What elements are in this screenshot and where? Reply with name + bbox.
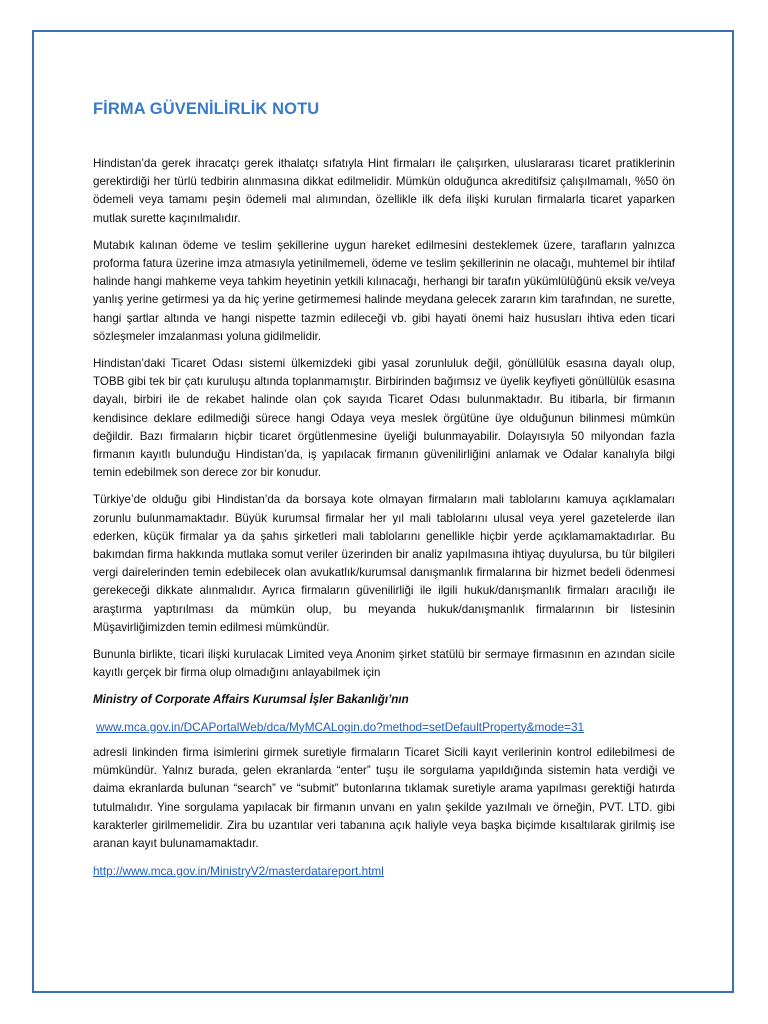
paragraph-financial-statements: Türkiye’de olduğu gibi Hindistan’da da borsaya kote olmayan firmaların mali tablolarını kamuya açıklamaları zorunlu bulunmamaktadır. Büyük kurumsal firmalar her yıl mali tablolarını ulusal veya yerel gazetelerde ilan ederken, küçük firmalar ya da şahıs şirketleri mali tablolarını genellikle hiçbir yerde açıklamamaktadırlar. Bu bakımdan firma hakkında mutlaka somut veriler üzerinden bir analiz yapılmasına ihtiyaç duyulursa, bu tür bilgileri vergi dairelerinden temin edebilecek olan avukatlık/kurumsal danışmanlık firmalarına bir hizmet bedeli ödenmesi gerekeceği dikkate alınmalıdır. Ayrıca firmaların güvenilirliği ile ilgili hukuk/danışmanlık firmaları aracılığı ile araştırma yaptırılması da mümkün olup, bu meyanda hukuk/danışmanlık firmalarının bir listesinin Müşavirliğimizden temin edilmesi mümkündür. xyxy=(93,493,675,634)
paragraph-registry-check-intro: Bununla birlikte, ticari ilişki kurulacak Limited veya Anonim şirket statülü bir sermaye firmasının en azından sicile kayıtlı gerçek bir firma olup olmadığını anlayabilmek için xyxy=(93,648,675,680)
document-title: FİRMA GÜVENİLİRLİK NOTU xyxy=(93,100,320,118)
mca-login-link[interactable]: www.mca.gov.in/DCAPortalWeb/dca/MyMCALogin.do?method=setDefaultProperty&mode=31 xyxy=(96,719,585,734)
paragraph-payment-precautions: Hindistan’da gerek ihracatçı gerek ithalatçı sıfatıyla Hint firmaları ile çalışırken, uluslararası ticaret pratiklerinin gerektirdiği her türlü tedbirin alınmasına dikkat edilmelidir. Mümkün olduğunca akreditifsiz çalışılmamalı, %50 ön ödemeli veya tamamı peşin ödemeli mal alımından, özellikle ilk defa ilişki kurulan firmalarla ticaret yaparken mutlak surette kaçınılmalıdır. xyxy=(93,157,675,225)
ministry-subheading: Ministry of Corporate Affairs Kurumsal İşler Bakanlığı’nın xyxy=(93,693,409,707)
paragraph-chambers-of-commerce: Hindistan’daki Ticaret Odası sistemi ülkemizdeki gibi yasal zorunluluk değil, gönüllülük esasına dayalı olup, TOBB gibi tek bir çatı kuruluşu altında toplanmamıştır. Birbirinden bağımsız ve üyelik keyfiyeti gönüllülük esasına dayalı, birbiri ile de rekabet halinde olan çok sayıda Ticaret Odası bulunmaktadır. Bu itibarla, bir firmanın kendisince deklare edilmediği sürece hangi Odaya veya meslek örgütüne üye olduğunun bilinmesi mümkün değildir. Bazı firmaların hiçbir ticaret örgütlenmesine üyeliği bulunmayabilir. Dolayısıyla 50 milyondan fazla firmanın kayıtlı bulunduğu Hindistan’da, iş yapılacak firmanın güvenilirliğini anlamak ve Odalar kanalıyla bilgi temin edebilmek son derece zor bir konudur. xyxy=(93,357,675,480)
document-body xyxy=(93,100,675,888)
paragraph-search-instructions: adresli linkinden firma isimlerini girmek suretiyle firmaların Ticaret Sicili kayıt verilerinin kontrol edilebilmesi de mümkündür. Yalnız burada, gelen ekranlarda “enter” tuşu ile sorgulama yapıldığında sistemin hata verdiği ve daima ekranlarda bulunan “search” ve “submit” butonlarına tıklamak suretiyle arama yapılması gerektiği hatırda tutulmalıdır. Yine sorgulama yapılacak bir firmanın unvanı en yalın şekilde yazılmalı ve örneğin, PVT. LTD. gibi karakterler girilmemelidir. Zira bu uzantılar veri tabanına açık haliyle veya başka biçimde kısaltılarak girilmiş ise aranan kayıt bulunamamaktadır. xyxy=(93,745,675,850)
mca-master-data-link[interactable]: http://www.mca.gov.in/MinistryV2/masterdatareport.html xyxy=(93,864,384,879)
paragraph-contracts: Mutabık kalınan ödeme ve teslim şekillerine uygun hareket edilmesini desteklemek üzere, tarafların yalnızca proforma fatura üzerine imza atmasıyla yetinilmemeli, ödeme ve teslim şekillerinin ne olacağı, muhtemel bir ihtilaf halinde hangi mahkeme veya tahkim heyetinin yetkili kılınacağı, herhangi bir tarafın yükümlülüğünü eksik ve/veya yanlış yerine getirmesi ya da hiç yerine getirmemesi halinde meydana gelecek zararın kim tarafından, ne surette, hangi şartlar altında ve hangi nispette tazmin edileceği vb. gibi hayati önemi haiz hususları ihtiva eden ticari sözleşmeler imzalanması yoluna gidilmelidir. xyxy=(93,238,675,343)
